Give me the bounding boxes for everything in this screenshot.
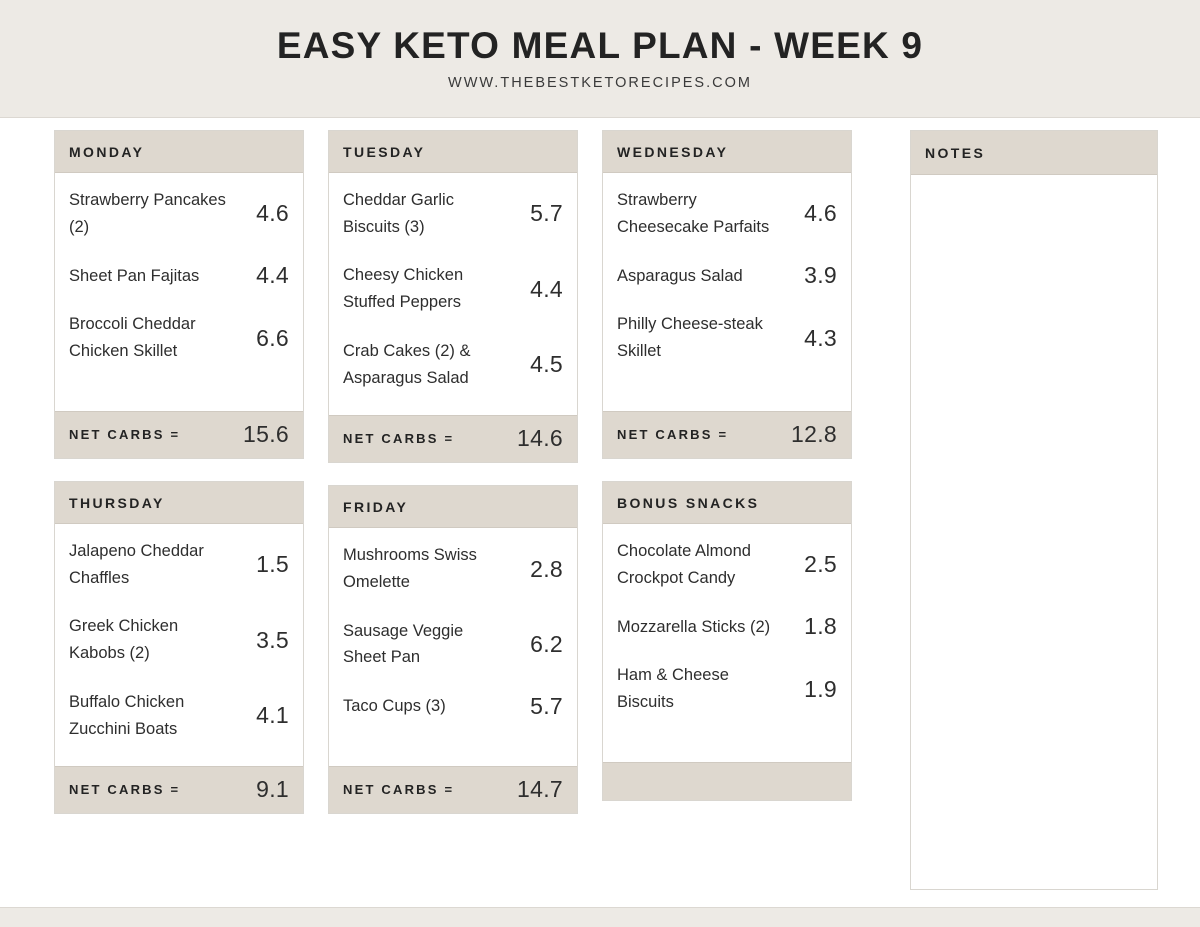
day-card-title: THURSDAY <box>55 482 303 524</box>
page-header <box>0 0 1200 118</box>
meal-name: Asparagus Salad <box>617 266 743 285</box>
day-card-title: BONUS SNACKS <box>603 482 851 524</box>
meal-carbs: 2.8 <box>530 555 563 582</box>
net-carbs-row <box>329 766 577 813</box>
notes-title: NOTES <box>911 131 1157 175</box>
meal-row <box>69 538 289 591</box>
day-card-meals <box>55 524 303 766</box>
net-carbs-label: NET CARBS = <box>343 431 455 447</box>
day-card-meals <box>55 173 303 411</box>
meal-row <box>69 311 289 364</box>
meal-row <box>617 311 837 364</box>
net-carbs-value: 14.6 <box>517 425 563 452</box>
meal-carbs: 3.9 <box>804 262 837 289</box>
day-card-meals <box>329 173 577 415</box>
meal-name: Broccoli Cheddar Chicken Skillet <box>69 315 196 361</box>
day-card-title: WEDNESDAY <box>603 131 851 173</box>
planner-column-2 <box>328 130 578 836</box>
meal-carbs: 1.9 <box>804 675 837 702</box>
net-carbs-row <box>55 766 303 813</box>
meal-carbs: 5.7 <box>530 693 563 720</box>
meal-carbs: 4.6 <box>256 200 289 227</box>
net-carbs-value: 14.7 <box>517 776 563 803</box>
meal-row <box>69 689 289 742</box>
day-card-bonus-snacks <box>602 481 852 801</box>
day-card-meals <box>603 173 851 411</box>
day-card-monday <box>54 130 304 459</box>
net-carbs-value: 12.8 <box>791 421 837 447</box>
meal-carbs: 4.5 <box>530 351 563 378</box>
meal-row <box>343 542 563 595</box>
day-card-wednesday <box>602 130 852 459</box>
meal-name: Chocolate Almond Crockpot Candy <box>617 542 751 587</box>
meal-carbs: 6.6 <box>256 324 289 351</box>
meal-row <box>617 613 837 640</box>
meal-name: Mushrooms Swiss Omelette <box>343 546 477 592</box>
meal-carbs: 3.5 <box>256 626 289 653</box>
meal-name: Taco Cups (3) <box>343 697 446 716</box>
meal-carbs: 4.4 <box>256 262 289 289</box>
meal-name: Greek Chicken Kabobs (2) <box>69 617 179 663</box>
day-card-title: FRIDAY <box>329 486 577 528</box>
meal-row <box>343 262 563 315</box>
day-card-meals <box>603 524 851 762</box>
meal-name: Cheddar Garlic Biscuits (3) <box>343 191 454 236</box>
meal-row <box>617 262 837 289</box>
meal-name: Ham & Cheese Biscuits <box>617 666 729 712</box>
card-footer-blank <box>603 762 851 800</box>
meal-name: Strawberry Cheesecake Parfaits <box>617 191 770 236</box>
meal-row <box>617 662 837 715</box>
net-carbs-label: NET CARBS = <box>343 782 455 798</box>
meal-row <box>343 693 563 720</box>
meal-row <box>69 262 289 289</box>
meal-carbs: 4.4 <box>530 275 563 302</box>
page-title: EASY KETO MEAL PLAN - WEEK 9 <box>276 25 924 67</box>
meal-name: Strawberry Pancakes (2) <box>69 191 226 236</box>
meal-name: Buffalo Chicken Zucchini Boats <box>69 692 185 738</box>
meal-carbs: 6.2 <box>530 630 563 657</box>
meal-row <box>343 338 563 391</box>
net-carbs-row <box>603 411 851 458</box>
net-carbs-value: 15.6 <box>243 421 289 447</box>
page-subtitle-url: WWW.THEBESTKETORECIPES.COM <box>448 74 752 91</box>
meal-name: Sausage Veggie Sheet Pan <box>343 621 464 667</box>
net-carbs-row <box>55 411 303 458</box>
meal-carbs: 1.5 <box>256 551 289 578</box>
net-carbs-label: NET CARBS = <box>69 427 181 442</box>
meal-carbs: 1.8 <box>804 613 837 640</box>
notes-writing-area[interactable] <box>911 175 1157 887</box>
meal-row <box>343 187 563 240</box>
planner-column-notes <box>910 130 1158 890</box>
day-card-tuesday <box>328 130 578 463</box>
net-carbs-label: NET CARBS = <box>617 427 729 442</box>
meal-row <box>343 618 563 671</box>
meal-carbs: 2.5 <box>804 551 837 578</box>
meal-name: Jalapeno Cheddar Chaffles <box>69 542 204 587</box>
net-carbs-value: 9.1 <box>256 776 289 803</box>
meal-row <box>617 538 837 591</box>
day-card-meals <box>329 528 577 766</box>
meal-name: Mozzarella Sticks (2) <box>617 617 771 636</box>
net-carbs-row <box>329 415 577 462</box>
day-card-title: TUESDAY <box>329 131 577 173</box>
meal-name: Cheesy Chicken Stuffed Peppers <box>343 266 464 312</box>
notes-card <box>910 130 1158 890</box>
day-card-friday <box>328 485 578 814</box>
meal-row <box>69 187 289 240</box>
meal-name: Crab Cakes (2) & Asparagus Salad <box>343 341 471 387</box>
footer-strip <box>0 907 1200 927</box>
planner-column-1 <box>54 130 304 836</box>
meal-carbs: 4.3 <box>804 324 837 351</box>
day-card-title: MONDAY <box>55 131 303 173</box>
meal-row <box>69 613 289 666</box>
planner-column-3 <box>602 130 852 823</box>
meal-name: Philly Cheese-steak Skillet <box>617 315 763 361</box>
meal-carbs: 4.6 <box>804 200 837 227</box>
net-carbs-label: NET CARBS = <box>69 782 181 798</box>
day-card-thursday <box>54 481 304 814</box>
meal-carbs: 4.1 <box>256 702 289 729</box>
planner-columns <box>54 130 1146 890</box>
meal-name: Sheet Pan Fajitas <box>69 266 200 285</box>
meal-carbs: 5.7 <box>530 200 563 227</box>
planner-board <box>0 118 1200 908</box>
meal-row <box>617 187 837 240</box>
